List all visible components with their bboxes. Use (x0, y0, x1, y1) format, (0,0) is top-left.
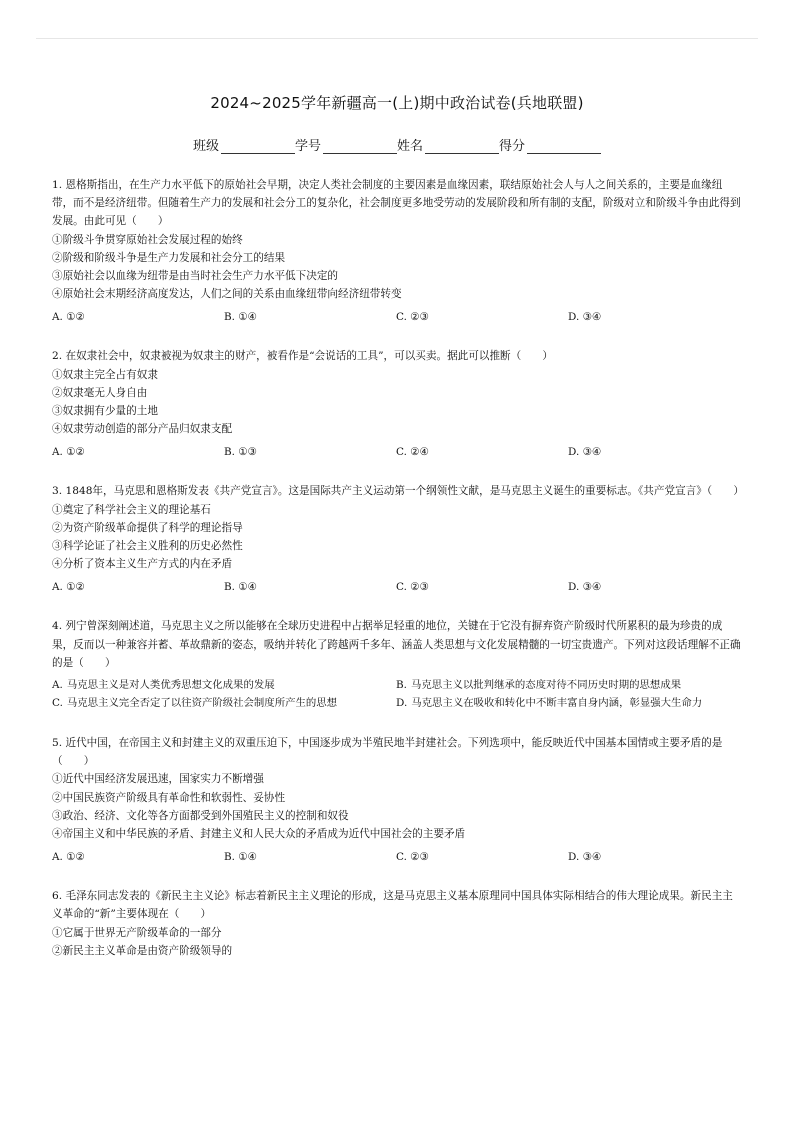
question-stem: 1. 恩格斯指出，在生产力水平低下的原始社会早期，决定人类社会制度的主要因素是血缘因素，联结原始社会人与人之间关系的，主要是血缘纽带，而不是经济纽带。但随着生产力的发展和社会分工的复杂化，社会制度更多地受劳动的发展阶段和所有制的支配，阶级对立和阶级斗争由此得到发展。由此可见（ ） (52, 179, 741, 228)
question-stem: 6. 毛泽东同志发表的《新民主主义论》标志着新民主主义理论的形成，这是马克思主义基本原理同中国具体实际相结合的伟大理论成果。新民主主义革命的“新”主要体现在（ ） (52, 890, 733, 921)
statement: ③奴隶拥有少量的土地 (52, 405, 158, 418)
option-d[interactable]: D. ③④ (568, 311, 602, 324)
student-info-row (0, 135, 794, 154)
question-stem: 2. 在奴隶社会中，奴隶被视为奴隶主的财产，被看作是“会说话的工具”，可以买卖。据此可以推断（ ） (52, 350, 554, 363)
statement: ①奠定了科学社会主义的理论基石 (52, 503, 211, 516)
option-text: 马克思主义在吸收和转化中不断丰富自身内涵，彰显强大生命力 (411, 697, 703, 710)
option-a[interactable]: A. ①② (52, 446, 85, 459)
option-d[interactable]: D. ③④ (568, 851, 602, 864)
statement: ④原始社会末期经济高度发达，人们之间的关系由血缘纽带向经济纽带转变 (52, 288, 402, 301)
question-2 (52, 347, 742, 460)
option-a[interactable]: A. ①② (52, 311, 85, 324)
option-label: A. (52, 679, 63, 692)
blank-line[interactable] (221, 139, 295, 154)
page-title: 2024~2025学年新疆高一(上)期中政治试卷(兵地联盟) (210, 94, 584, 112)
option-c[interactable]: C. ②③ (396, 581, 429, 594)
option-label: B. (396, 679, 407, 692)
statement: ①它属于世界无产阶级革命的一部分 (52, 926, 222, 939)
info-label: 姓名 (397, 139, 424, 154)
answer-options (52, 309, 742, 325)
option-label: D. (396, 697, 408, 710)
option-b[interactable]: B. ①④ (224, 581, 257, 594)
statement: ④帝国主义和中华民族的矛盾、封建主义和人民大众的矛盾成为近代中国社会的主要矛盾 (52, 828, 466, 841)
statement: ④奴隶劳动创造的部分产品归奴隶支配 (52, 423, 233, 436)
statement: ②为资产阶级革命提供了科学的理论指导 (52, 521, 243, 534)
question-3 (52, 482, 742, 595)
statement: ③科学论证了社会主义胜利的历史必然性 (52, 540, 243, 553)
option-d[interactable]: D. ③④ (568, 581, 602, 594)
statement: ①奴隶主完全占有奴隶 (52, 368, 158, 381)
question-stem: 3. 1848年，马克思和恩格斯发表《共产党宣言》。这是国际共产主义运动第一个纲领性文献，是马克思主义诞生的重要标志。《共产党宣言》（ ） (52, 485, 744, 498)
statement: ③原始社会以血缘为纽带是由当时社会生产力水平低下决定的 (52, 270, 339, 283)
statement: ②中国民族资产阶级具有革命性和软弱性、妥协性 (52, 791, 286, 804)
question-stem: 5. 近代中国，在帝国主义和封建主义的双重压迫下，中国逐步成为半殖民地半封建社会。下列选项中，能反映近代中国基本国情或主要矛盾的是（ ） (52, 737, 723, 768)
statement: ③政治、经济、文化等各方面都受到外国殖民主义的控制和奴役 (52, 809, 349, 822)
option-label: C. (52, 697, 63, 710)
option-b[interactable] (396, 676, 742, 694)
info-label: 得分 (499, 139, 526, 154)
header-divider (36, 38, 758, 39)
statement: ①近代中国经济发展迅速，国家实力不断增强 (52, 773, 264, 786)
info-field-name (397, 135, 499, 154)
question-4 (52, 617, 742, 712)
info-field-student-number (295, 135, 397, 154)
blank-line[interactable] (425, 139, 499, 154)
option-a[interactable]: A. ①② (52, 851, 85, 864)
option-d[interactable] (396, 694, 742, 712)
option-text: 马克思主义以批判继承的态度对待不同历史时期的思想成果 (410, 679, 682, 692)
answer-options (52, 676, 742, 712)
question-list (52, 176, 742, 982)
option-text: 马克思主义完全否定了以往资产阶级社会制度所产生的思想 (66, 697, 338, 710)
option-text: 马克思主义是对人类优秀思想文化成果的发展 (66, 679, 275, 692)
blank-line[interactable] (527, 139, 601, 154)
answer-options (52, 849, 742, 865)
option-d[interactable]: D. ③④ (568, 446, 602, 459)
info-field-class (193, 135, 295, 154)
option-a[interactable] (52, 676, 396, 694)
question-stem: 4. 列宁曾深刻阐述道，马克思主义之所以能够在全球历史进程中占据举足轻重的地位，关键在于它没有摒弃资产阶级时代所累积的最为珍贵的成果，反而以一种兼容并蓄、革故鼎新的姿态，吸纳并转化了跨越两千多年、涵盖人类思想与文化发展精髓的一切宝贵遗产。下列对这段话理解不正确的是（ ） (52, 620, 741, 669)
answer-options (52, 444, 742, 460)
statement: ②阶级和阶级斗争是生产力发展和社会分工的结果 (52, 251, 286, 264)
statement: ①阶级斗争贯穿原始社会发展过程的始终 (52, 233, 243, 246)
option-c[interactable]: C. ②③ (396, 851, 429, 864)
answer-options (52, 579, 742, 595)
info-label: 班级 (192, 139, 219, 154)
option-a[interactable]: A. ①② (52, 581, 85, 594)
question-5 (52, 734, 742, 865)
option-c[interactable]: C. ②③ (396, 311, 429, 324)
option-b[interactable]: B. ①④ (224, 311, 257, 324)
option-b[interactable]: B. ①④ (224, 851, 257, 864)
statement: ④分析了资本主义生产方式的内在矛盾 (52, 558, 233, 571)
option-c[interactable] (52, 694, 396, 712)
question-6 (52, 887, 742, 960)
statement: ②新民主主义革命是由资产阶级领导的 (52, 944, 233, 957)
statement: ②奴隶毫无人身自由 (52, 386, 148, 399)
option-b[interactable]: B. ①③ (224, 446, 257, 459)
info-label: 学号 (294, 139, 321, 154)
info-field-score (499, 135, 601, 154)
question-1 (52, 176, 742, 325)
option-c[interactable]: C. ②④ (396, 446, 429, 459)
blank-line[interactable] (323, 139, 397, 154)
